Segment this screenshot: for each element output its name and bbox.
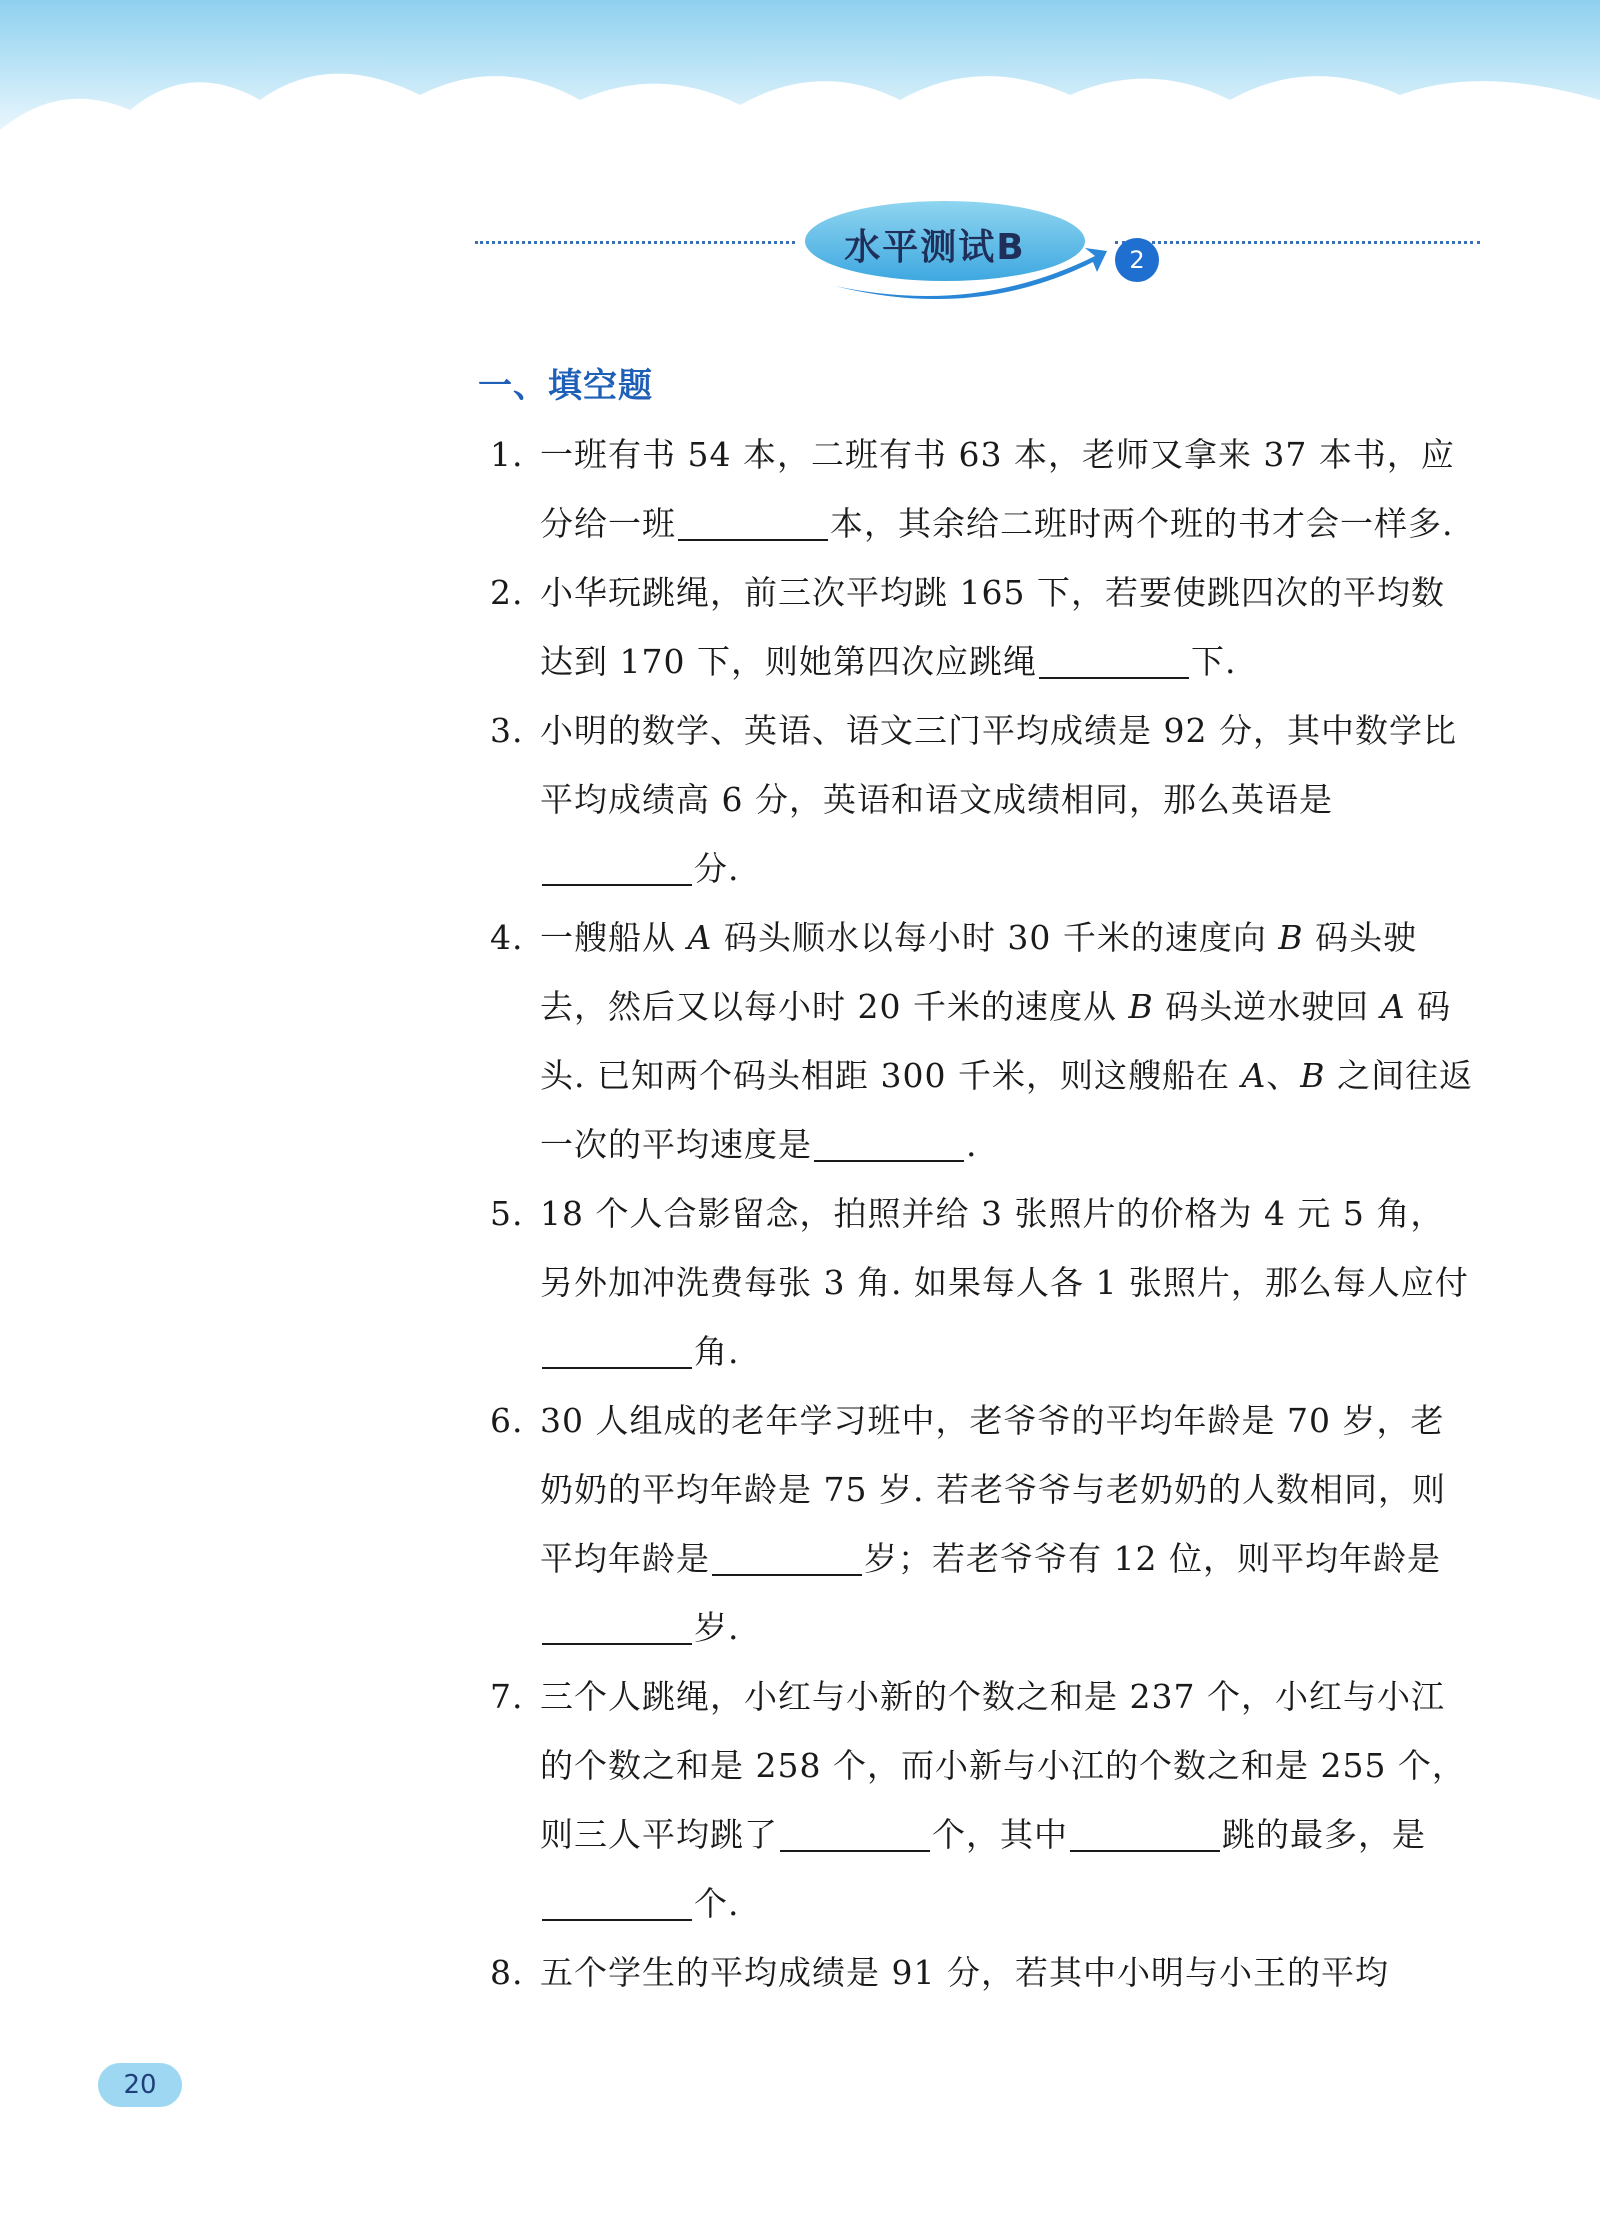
answer-blank — [814, 1122, 964, 1162]
question-text: 岁；若老爷爷有 12 位，则平均年龄是 — [864, 1539, 1441, 1578]
section-title: 水平测试B — [844, 226, 1026, 268]
question-text: 三个人跳绳，小红与小新的个数之和是 237 个，小红与小江的个数之和是 258 个，而小新与小江的个数之和是 255 个，则三人平均跳了 — [540, 1677, 1466, 1854]
question-2 — [478, 558, 1478, 696]
question-text: 码头顺水以每小时 30 千米的速度向 — [723, 918, 1267, 957]
answer-blank — [542, 1605, 692, 1645]
point-label: A — [687, 918, 713, 957]
point-label: A — [1380, 987, 1406, 1026]
dotted-rule-left — [475, 241, 795, 244]
question-text: 30 人组成的老年学习班中，老爷爷的平均年龄是 70 岁，老奶奶的平均年龄是 75 岁. 若老爷爷与老奶奶的人数相同，则平均年龄是 — [540, 1401, 1446, 1578]
question-text: 18 个人合影留念，拍照并给 3 张照片的价格为 4 元 5 角，另外加冲洗费每张 3 角. 如果每人各 1 张照片，那么每人应付 — [540, 1194, 1469, 1302]
question-list — [478, 420, 1478, 2007]
question-4 — [478, 903, 1478, 1179]
question-text: 下. — [1190, 642, 1237, 681]
answer-blank — [780, 1812, 930, 1852]
question-text: 小明的数学、英语、语文三门平均成绩是 92 分，其中数学比平均成绩高 6 分，英语和语文成绩相同，那么英语是 — [540, 711, 1457, 819]
question-text: 一艘船从 — [540, 918, 676, 957]
question-text: 一班有书 54 本，二班有书 63 本，老师又拿来 37 本书，应分给一班 — [540, 435, 1455, 543]
question-text: 个，其中 — [932, 1815, 1068, 1854]
answer-blank — [712, 1536, 862, 1576]
sky-banner — [0, 0, 1600, 160]
cloud-decoration — [0, 40, 1600, 180]
question-number: 5. — [490, 1194, 524, 1233]
question-1 — [478, 420, 1478, 558]
answer-blank — [678, 501, 828, 541]
question-number: 4. — [490, 918, 524, 957]
question-text: 、 — [1266, 1056, 1301, 1095]
question-number: 8. — [490, 1953, 524, 1992]
question-6 — [478, 1386, 1478, 1662]
question-text: 码头逆水驶回 — [1165, 987, 1370, 1026]
dotted-rule-right — [1115, 241, 1480, 244]
section-header — [475, 196, 1480, 316]
question-number: 1. — [490, 435, 524, 474]
part-heading: 一、填空题 — [478, 366, 653, 406]
question-text: 个. — [694, 1884, 740, 1923]
answer-blank — [542, 1329, 692, 1369]
question-text: 本，其余给二班时两个班的书才会一样多. — [830, 504, 1454, 543]
question-3 — [478, 696, 1478, 903]
question-text: 之间往返一次的平均速度是 — [540, 1056, 1474, 1164]
question-number: 6. — [490, 1401, 524, 1440]
point-label: A — [1241, 1056, 1267, 1095]
answer-blank — [1039, 639, 1189, 679]
section-number-badge: 2 — [1115, 238, 1159, 282]
question-number: 3. — [490, 711, 524, 750]
question-text: 岁. — [694, 1608, 740, 1647]
point-label: B — [1278, 918, 1304, 957]
question-7 — [478, 1662, 1478, 1938]
question-number: 7. — [490, 1677, 524, 1716]
answer-blank — [1070, 1812, 1220, 1852]
question-text: 码头. 已知两个码头相距 300 千米，则这艘船在 — [540, 987, 1452, 1095]
question-text: 分. — [694, 849, 740, 888]
question-text: 跳的最多，是 — [1222, 1815, 1426, 1854]
point-label: B — [1300, 1056, 1326, 1095]
question-8 — [478, 1938, 1478, 2007]
question-5 — [478, 1179, 1478, 1386]
question-number: 2. — [490, 573, 524, 612]
point-label: B — [1128, 987, 1154, 1026]
page-number-badge: 20 — [98, 2063, 182, 2107]
question-text: . — [966, 1125, 978, 1164]
question-text: 五个学生的平均成绩是 91 分，若其中小明与小王的平均 — [540, 1953, 1389, 1992]
question-text: 小华玩跳绳，前三次平均跳 165 下，若要使跳四次的平均数达到 170 下，则她第四次应跳绳 — [540, 573, 1445, 681]
question-text: 角. — [694, 1332, 740, 1371]
question-text: 码头驶去，然后又以每小时 20 千米的速度从 — [540, 918, 1418, 1026]
answer-blank — [542, 1881, 692, 1921]
answer-blank — [542, 846, 692, 886]
